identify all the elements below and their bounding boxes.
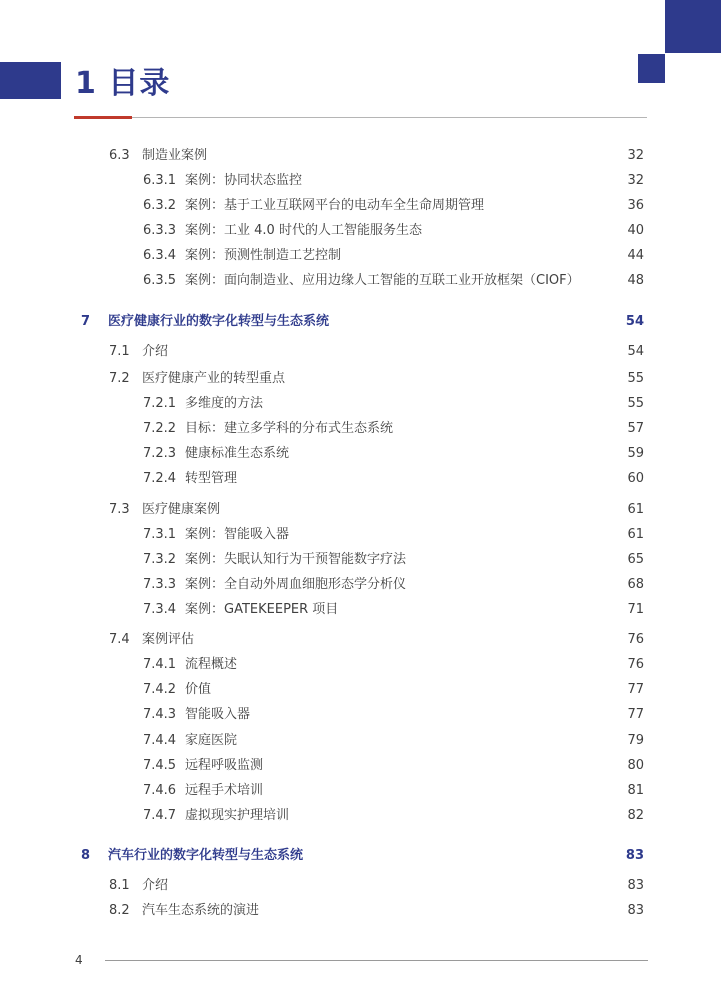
toc-entry-title: 汽车行业的数字化转型与生态系统 [108, 848, 304, 863]
toc-entry-title: 案例：基于工业互联网平台的电动车全生命周期管理 [185, 198, 485, 213]
toc-entry-page: 36 [627, 198, 644, 213]
toc-entry-title: 介绍 [142, 878, 169, 893]
toc-section-row[interactable] [0, 500, 721, 520]
toc-entry-page: 57 [627, 421, 644, 436]
toc-entry-page: 32 [627, 148, 644, 163]
toc-entry-title: 制造业案例 [142, 148, 208, 163]
toc-subsection-row[interactable] [0, 444, 721, 464]
toc-entry-page: 71 [627, 602, 644, 617]
toc-entry-title: 案例：预测性制造工艺控制 [185, 248, 342, 263]
toc-entry-title: 虚拟现实护理培训 [185, 808, 290, 823]
toc-entry-number: 6.3.4 [143, 248, 177, 263]
toc-subsection-row[interactable] [0, 394, 721, 414]
toc-entry-title: 案例：协同状态监控 [185, 173, 303, 188]
toc-entry-number: 7.2.2 [143, 421, 177, 436]
toc-section-row[interactable] [0, 876, 721, 896]
toc-entry-number: 7.2.1 [143, 396, 177, 411]
toc-entry-page: 54 [627, 344, 644, 359]
toc-entry-title: 医疗健康案例 [142, 502, 221, 517]
toc-entry-page: 59 [627, 446, 644, 461]
toc-subsection-row[interactable] [0, 221, 721, 241]
toc-entry-title: 案例评估 [142, 632, 195, 647]
toc-entry-number: 6.3.1 [143, 173, 177, 188]
toc-entry-number: 7.4.5 [143, 758, 177, 773]
toc-chapter-row[interactable] [0, 312, 721, 332]
toc-entry-page: 48 [627, 273, 644, 288]
toc-entry-number: 7.4.4 [143, 733, 177, 748]
toc-subsection-row[interactable] [0, 680, 721, 700]
footer-page-number: 4 [75, 953, 83, 967]
toc-entry-number: 7.4 [109, 632, 130, 647]
toc-entry-title: 医疗健康行业的数字化转型与生态系统 [108, 314, 330, 329]
toc-section-row[interactable] [0, 146, 721, 166]
title-underline-accent [74, 116, 132, 119]
toc-entry-number: 7.3.1 [143, 527, 177, 542]
toc-entry-page: 32 [627, 173, 644, 188]
page-title: 1 目录 [75, 66, 171, 101]
toc-entry-number: 8.1 [109, 878, 130, 893]
toc-entry-page: 77 [627, 682, 644, 697]
toc-entry-page: 55 [627, 396, 644, 411]
toc-entry-title: 介绍 [142, 344, 169, 359]
toc-subsection-row[interactable] [0, 246, 721, 266]
toc-subsection-row[interactable] [0, 781, 721, 801]
toc-entry-page: 83 [625, 848, 644, 863]
footer-rule [105, 960, 648, 961]
toc-section-row[interactable] [0, 630, 721, 650]
toc-entry-title: 价值 [185, 682, 212, 697]
toc-entry-title: 家庭医院 [185, 733, 238, 748]
toc-entry-title: 转型管理 [185, 471, 238, 486]
toc-entry-page: 44 [627, 248, 644, 263]
toc-entry-title: 目标：建立多学科的分布式生态系统 [185, 421, 394, 436]
corner-decoration-large [665, 0, 721, 53]
toc-entry-page: 65 [627, 552, 644, 567]
toc-entry-number: 7.4.2 [143, 682, 177, 697]
toc-subsection-row[interactable] [0, 756, 721, 776]
toc-subsection-row[interactable] [0, 419, 721, 439]
toc-entry-page: 83 [627, 878, 644, 893]
toc-entry-title: 案例：智能吸入器 [185, 527, 290, 542]
toc-entry-title: 案例：全自动外周血细胞形态学分析仪 [185, 577, 407, 592]
toc-entry-title: 案例：面向制造业、应用边缘人工智能的互联工业开放框架（CIOF） [185, 273, 580, 288]
toc-subsection-row[interactable] [0, 655, 721, 675]
toc-subsection-row[interactable] [0, 575, 721, 595]
toc-entry-page: 76 [627, 657, 644, 672]
toc-subsection-row[interactable] [0, 525, 721, 545]
title-underline [132, 117, 647, 118]
toc-entry-page: 81 [627, 783, 644, 798]
toc-entry-page: 80 [627, 758, 644, 773]
toc-entry-page: 54 [625, 314, 644, 329]
toc-entry-title: 案例：失眠认知行为干预智能数字疗法 [185, 552, 407, 567]
toc-entry-page: 55 [627, 371, 644, 386]
toc-subsection-row[interactable] [0, 469, 721, 489]
toc-entry-number: 7.4.3 [143, 707, 177, 722]
toc-entry-number: 7.3 [109, 502, 130, 517]
toc-subsection-row[interactable] [0, 271, 721, 291]
toc-entry-number: 6.3.2 [143, 198, 177, 213]
toc-entry-page: 40 [627, 223, 644, 238]
toc-entry-page: 79 [627, 733, 644, 748]
toc-entry-title: 健康标准生态系统 [185, 446, 290, 461]
title-accent-bar [0, 62, 61, 99]
toc-entry-page: 82 [627, 808, 644, 823]
toc-entry-number: 7 [81, 314, 91, 329]
toc-entry-number: 7.4.6 [143, 783, 177, 798]
corner-decoration-small [638, 54, 665, 83]
toc-entry-number: 6.3.3 [143, 223, 177, 238]
toc-subsection-row[interactable] [0, 196, 721, 216]
toc-section-row[interactable] [0, 342, 721, 362]
toc-entry-page: 61 [627, 502, 644, 517]
toc-entry-number: 7.3.4 [143, 602, 177, 617]
toc-entry-title: 远程手术培训 [185, 783, 264, 798]
toc-entry-number: 6.3.5 [143, 273, 177, 288]
toc-entry-number: 7.3.2 [143, 552, 177, 567]
toc-entry-title: 医疗健康产业的转型重点 [142, 371, 286, 386]
toc-subsection-row[interactable] [0, 705, 721, 725]
toc-entry-number: 7.4.1 [143, 657, 177, 672]
toc-entry-page: 60 [627, 471, 644, 486]
toc-entry-title: 案例：工业 4.0 时代的人工智能服务生态 [185, 223, 422, 238]
toc-entry-number: 8.2 [109, 903, 130, 918]
toc-entry-number: 8 [81, 848, 91, 863]
toc-subsection-row[interactable] [0, 600, 721, 620]
toc-section-row[interactable] [0, 901, 721, 921]
toc-subsection-row[interactable] [0, 731, 721, 751]
toc-entry-number: 7.4.7 [143, 808, 177, 823]
toc-entry-title: 案例：GATEKEEPER 项目 [185, 602, 339, 617]
toc-entry-title: 多维度的方法 [185, 396, 264, 411]
toc-entry-number: 7.2.3 [143, 446, 177, 461]
toc-entry-title: 流程概述 [185, 657, 238, 672]
toc-entry-title: 远程呼吸监测 [185, 758, 264, 773]
toc-entry-page: 77 [627, 707, 644, 722]
toc-entry-page: 61 [627, 527, 644, 542]
toc-entry-title: 智能吸入器 [185, 707, 251, 722]
toc-entry-page: 76 [627, 632, 644, 647]
toc-entry-number: 6.3 [109, 148, 130, 163]
toc-entry-page: 83 [627, 903, 644, 918]
toc-subsection-row[interactable] [0, 171, 721, 191]
toc-entry-number: 7.3.3 [143, 577, 177, 592]
toc-entry-number: 7.2.4 [143, 471, 177, 486]
toc-entry-title: 汽车生态系统的演进 [142, 903, 260, 918]
toc-section-row[interactable] [0, 369, 721, 389]
toc-subsection-row[interactable] [0, 550, 721, 570]
toc-entry-number: 7.1 [109, 344, 130, 359]
toc-chapter-row[interactable] [0, 846, 721, 866]
toc-entry-page: 68 [627, 577, 644, 592]
toc-entry-number: 7.2 [109, 371, 130, 386]
toc-subsection-row[interactable] [0, 806, 721, 826]
